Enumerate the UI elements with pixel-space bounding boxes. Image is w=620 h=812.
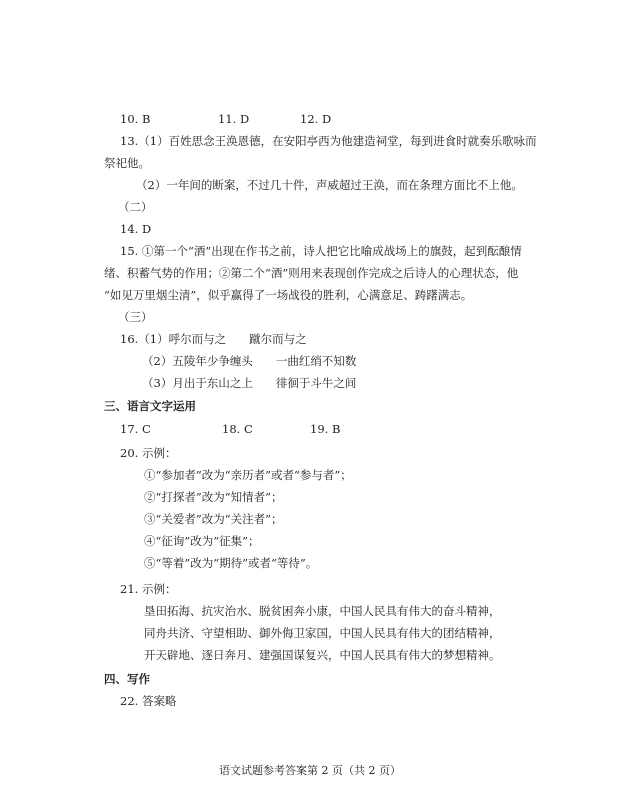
answer-15-line-1: 15. ①第一个“酒”出现在作书之前，诗人把它比喻成战场上的旗鼓，起到酝酿情 <box>120 244 522 258</box>
answer-10: 10. B <box>120 112 151 126</box>
answer-17: 17. C <box>120 422 151 436</box>
page-footer: 语文试题参考答案第 2 页（共 2 页） <box>219 764 401 777</box>
answer-21-title: 21. 示例： <box>120 582 177 596</box>
answer-20-item-4: ④“征询”改为“征集”； <box>144 534 260 548</box>
answer-19: 19. B <box>310 422 341 436</box>
answer-18: 18. C <box>222 422 253 436</box>
answer-22: 22. 答案略 <box>120 694 177 708</box>
answer-20-item-3: ③“关爱者”改为“关注者”； <box>144 512 283 526</box>
answer-13-line-3: （2）一年间的断案，不过几十件，声威超过王涣，而在条理方面比不上他。 <box>136 178 523 192</box>
answer-16-line-2: （2）五陵年少争缠头 一曲红绡不知数 <box>142 354 357 368</box>
answer-21-item-3: 开天辟地、逐日奔月、建强国谋复兴，中国人民具有伟大的梦想精神。 <box>144 648 501 662</box>
answer-20-item-2: ②“打探者”改为“知情者”； <box>144 490 283 504</box>
section-2-label: （二） <box>118 200 153 214</box>
answer-13-line-1: 13.（1）百姓思念王涣恩德，在安阳亭西为他建造祠堂，每到进食时就奏乐歌咏而 <box>120 134 537 148</box>
answer-20-item-5: ⑤“等着”改为“期待”或者“等待”。 <box>144 556 318 570</box>
answer-20-item-1: ①“参加者”改为“亲历者”或者“参与者”； <box>144 468 352 482</box>
answer-16-line-3: （3）月出于东山之上 徘徊于斗牛之间 <box>142 376 357 390</box>
answer-15-line-3: “如见万里烟尘清”，似乎赢得了一场战役的胜利，心满意足、踌躇满志。 <box>104 288 473 302</box>
heading-language-use: 三、语言文字运用 <box>104 399 196 413</box>
answer-13-line-2: 祭祀他。 <box>104 156 150 170</box>
answer-16-line-1: 16.（1）呼尔而与之 蹴尔而与之 <box>120 332 307 346</box>
answer-21-item-2: 同舟共济、守望相助、御外侮卫家国，中国人民具有伟大的团结精神， <box>144 626 501 640</box>
section-3-label: （三） <box>118 310 153 324</box>
answer-11: 11. D <box>218 112 250 126</box>
answer-21-item-1: 垦田拓海、抗灾治水、脱贫困奔小康，中国人民具有伟大的奋斗精神， <box>144 604 501 618</box>
answer-14: 14. D <box>120 222 152 236</box>
answer-20-title: 20. 示例： <box>120 446 177 460</box>
answer-12: 12. D <box>300 112 332 126</box>
answer-15-line-2: 绪、积蓄气势的作用；②第二个“酒”则用来表现创作完成之后诗人的心理状态，他 <box>104 266 519 280</box>
heading-writing: 四、写作 <box>104 672 150 686</box>
